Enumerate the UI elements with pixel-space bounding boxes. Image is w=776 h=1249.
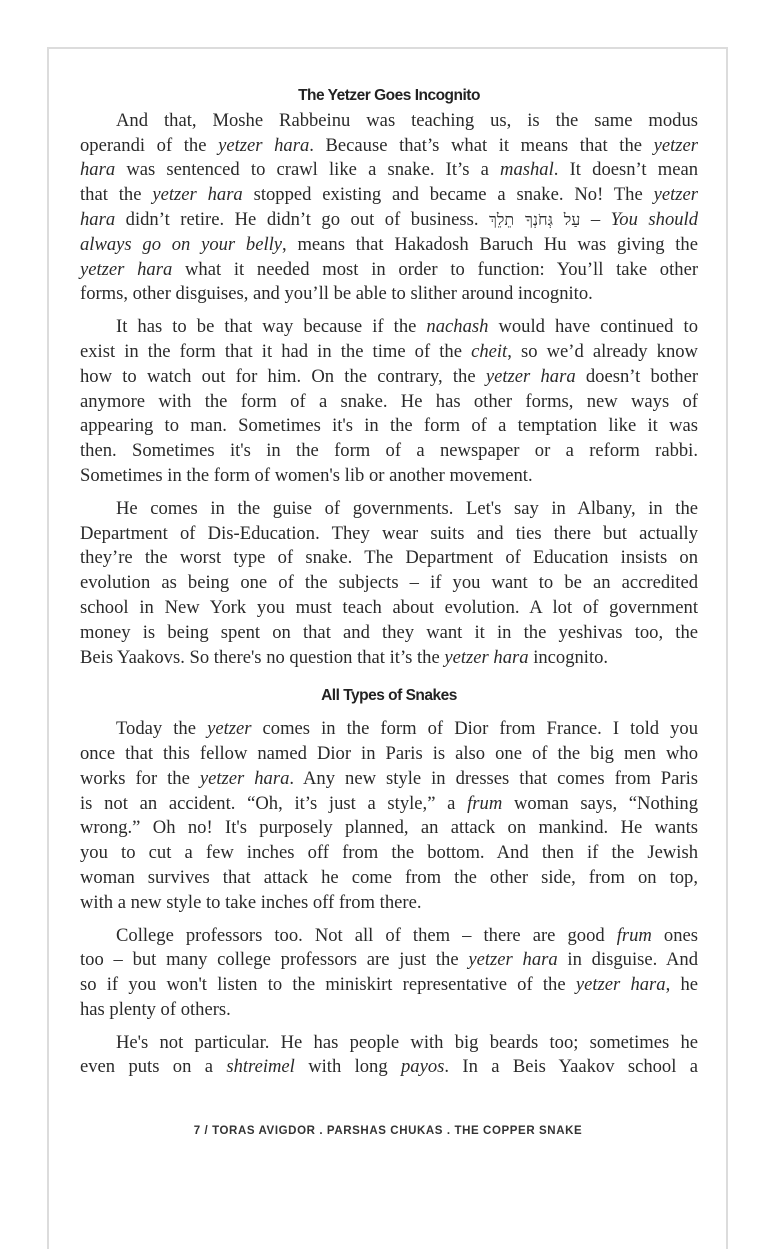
text-run: . In a Beis Yaakov school a (444, 1056, 698, 1078)
text-run: too – but many college professors are just the (80, 949, 469, 971)
text-run: Today the (116, 718, 208, 740)
text-line (80, 646, 698, 671)
text-run: even puts on a (80, 1056, 227, 1078)
section-body-1 (80, 109, 698, 671)
text-line (80, 158, 698, 183)
text-run: wrong.” Oh no! It's purposely planned, an attack on mankind. He wants (80, 817, 698, 839)
text-run: ones (651, 924, 698, 946)
text-line (80, 742, 698, 767)
italic-term: cheit (471, 340, 508, 362)
paragraph (80, 315, 698, 489)
text-line (80, 439, 698, 464)
text-run: operandi of the (80, 134, 219, 156)
text-run: Department of Dis-Education. They wear suits and ties there but actually (80, 522, 698, 544)
text-run: school in New York you must teach about evolution. A lot of government (80, 596, 698, 618)
text-run: in disguise. And (557, 949, 699, 971)
text-line (80, 1055, 698, 1080)
text-run: . Any new style in dresses that comes from Paris (289, 767, 698, 789)
text-run: how to watch out for him. On the contrary, the (80, 365, 486, 387)
text-run: works for the (80, 767, 200, 789)
text-run: appearing to man. Sometimes it's in the form of a temptation like it was (80, 415, 698, 437)
text-run: Sometimes in the form of women's lib or another movement. (80, 464, 533, 486)
text-line (80, 522, 698, 547)
text-line (80, 866, 698, 891)
italic-term: frum (616, 924, 652, 946)
text-run: anymore with the form of a snake. He has other forms, new ways of (80, 390, 698, 412)
section-heading-yetzer-incognito: The Yetzer Goes Incognito (298, 87, 480, 104)
italic-term: yetzer (653, 184, 698, 206)
text-line (80, 109, 698, 134)
text-line (80, 340, 698, 365)
italic-term: yetzer hara (152, 184, 243, 206)
text-line (80, 596, 698, 621)
page-footer: 7 / TORAS AVIGDOR . PARSHAS CHUKAS . THE COPPER SNAKE (193, 1125, 583, 1137)
italic-term: yetzer hara (468, 949, 558, 971)
text-run: they’re the worst type of snake. The Department of Education insists on (80, 547, 698, 569)
text-line (80, 497, 698, 522)
text-run: Beis Yaakovs. So there's no question that it’s the (80, 646, 445, 668)
text-line (80, 571, 698, 596)
text-run: – (580, 208, 611, 230)
text-line (80, 948, 698, 973)
text-run: He's not particular. He has people with big beards too; sometimes he (116, 1031, 698, 1053)
italic-term: frum (467, 792, 503, 814)
text-run: exist in the form that it had in the time of the (80, 340, 472, 362)
text-run: , he (665, 974, 698, 996)
text-run: with long (294, 1056, 401, 1078)
text-line (80, 1031, 698, 1056)
text-run: then. Sometimes it's in the form of a newspaper or a reform rabbi. (80, 440, 698, 462)
text-line (80, 134, 698, 159)
text-line (80, 183, 698, 208)
italic-term: yetzer hara (199, 767, 290, 789)
page-frame (47, 47, 728, 1249)
paragraph (80, 497, 698, 671)
paragraph (80, 109, 698, 307)
text-run: so if you won't listen to the miniskirt representative of the (80, 974, 576, 996)
italic-term: yetzer hara (485, 365, 576, 387)
text-run: is not an accident. “Oh, it’s just a style,” a (80, 792, 468, 814)
text-run: . Because that’s what it means that the (309, 134, 654, 156)
text-line (80, 841, 698, 866)
text-run: didn’t retire. He didn’t go out of business. (115, 208, 489, 230)
italic-term: yetzer hara (444, 646, 529, 668)
italic-term: yetzer hara (575, 974, 666, 996)
paragraph (80, 924, 698, 1023)
text-run: doesn’t bother (575, 365, 699, 387)
page-content (80, 84, 698, 1088)
italic-term: yetzer hara (80, 258, 173, 280)
section-body-2 (80, 717, 698, 1080)
text-run: College professors too. Not all of them – there are good (116, 924, 617, 946)
text-line (80, 891, 698, 916)
italic-term: mashal (500, 159, 554, 181)
text-line (80, 315, 698, 340)
text-line (80, 414, 698, 439)
text-run: once that this fellow named Dior in Paris is also one of the big men who (80, 742, 698, 764)
text-line (80, 390, 698, 415)
text-run: woman says, “Nothing (502, 792, 698, 814)
text-run: would have continued to (488, 316, 698, 338)
text-line (80, 208, 698, 233)
italic-term: hara (80, 208, 116, 230)
text-run: comes in the form of Dior from France. I told you (251, 718, 698, 740)
text-line (80, 365, 698, 390)
text-run: . It doesn’t mean (553, 159, 698, 181)
italic-term: yetzer hara (218, 134, 310, 156)
text-line (80, 924, 698, 949)
text-run: with a new style to take inches off from there. (80, 891, 422, 913)
italic-term: always go on your belly (80, 233, 283, 255)
section-heading-types-of-snakes: All Types of Snakes (321, 687, 457, 705)
text-line (80, 767, 698, 792)
text-line (80, 233, 698, 258)
text-line (80, 973, 698, 998)
italic-term: shtreimel (226, 1056, 295, 1078)
text-run: you to cut a few inches off from the bottom. And then if the Jewish (80, 842, 698, 864)
paragraph (80, 717, 698, 915)
text-line (80, 546, 698, 571)
paragraph (80, 1031, 698, 1081)
italic-term: yetzer (653, 134, 699, 156)
text-line (80, 998, 698, 1023)
text-line (80, 717, 698, 742)
text-line (80, 464, 698, 489)
hebrew-quote: עַל גְּחֹנְךָ תֵלֵךְ (488, 209, 581, 229)
text-line (80, 621, 698, 646)
text-run: incognito. (528, 646, 609, 668)
text-run: that the (80, 184, 153, 206)
text-run: evolution as being one of the subjects – if you want to be an accredited (80, 572, 698, 594)
text-run: He comes in the guise of governments. Let's say in Albany, in the (116, 497, 698, 519)
italic-term: yetzer (207, 718, 252, 740)
text-line (80, 258, 698, 283)
text-run: And that, Moshe Rabbeinu was teaching us, is the same modus (116, 109, 698, 131)
text-run: , means that Hakadosh Baruch Hu was giving the (282, 233, 698, 255)
text-run: stopped existing and became a snake. No! The (242, 184, 654, 206)
text-run: has plenty of others. (80, 998, 231, 1020)
text-run: woman survives that attack he come from the other side, from on top, (80, 866, 698, 888)
italic-term: nachash (426, 316, 489, 338)
text-run: was sentenced to crawl like a snake. It’s a (115, 159, 501, 181)
text-line (80, 816, 698, 841)
italic-term: hara (80, 159, 116, 181)
text-line (80, 282, 698, 307)
italic-term: payos (401, 1056, 445, 1078)
text-run: forms, other disguises, and you’ll be able to slither around incognito. (80, 283, 593, 305)
text-run: money is being spent on that and they want it in the yeshivas too, the (80, 621, 698, 643)
text-run: It has to be that way because if the (116, 316, 427, 338)
italic-term: You should (610, 208, 699, 230)
text-run: , so we’d already know (507, 340, 698, 362)
text-line (80, 792, 698, 817)
text-run: what it needed most in order to function: You’ll take other (172, 258, 699, 280)
